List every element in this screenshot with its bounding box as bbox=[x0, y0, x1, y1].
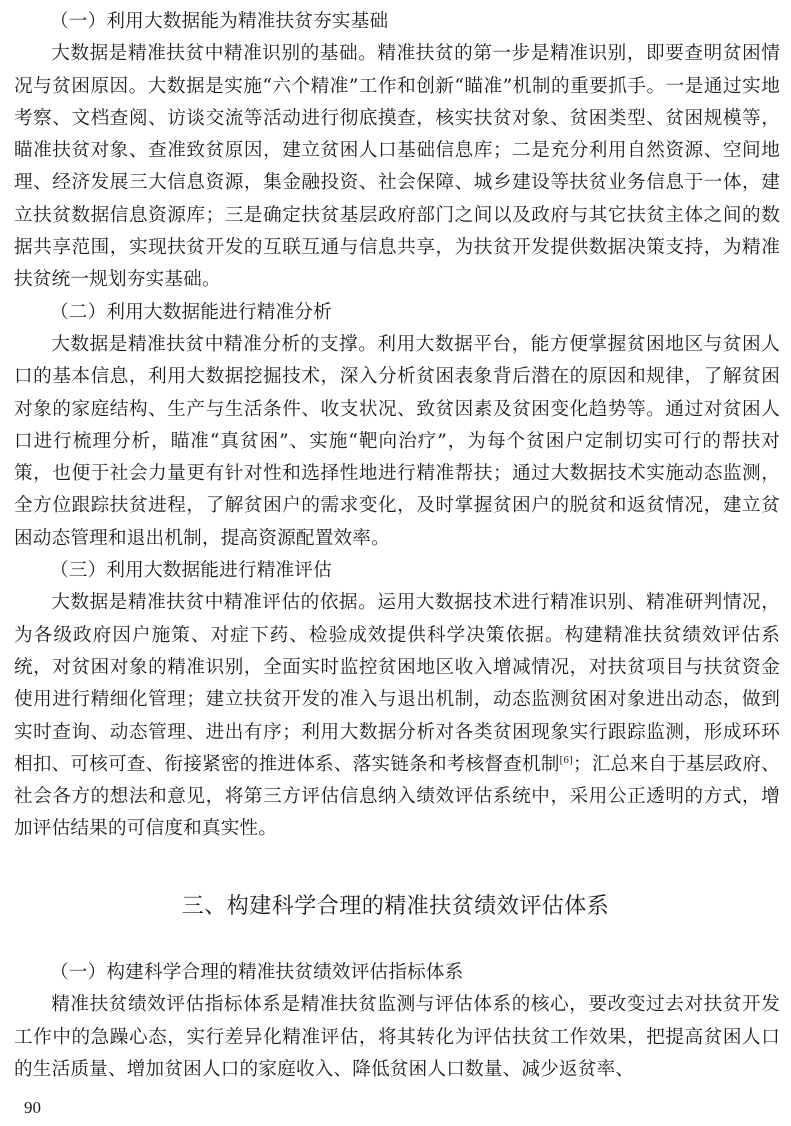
paragraph-4: 精准扶贫绩效评估指标体系是精准扶贫监测与评估体系的核心，要改变过去对扶贫开发工作中的急躁心态，实行差异化精准评估，将其转化为评估扶贫工作效果，把提高贫困人口的生活质量、增加贫困人口的家庭收入、降低贫困人口数量、减少返贫率、 bbox=[14, 994, 780, 1080]
paragraph-2: 大数据是精准扶贫中精准分析的支撑。利用大数据平台，能方便掌握贫困地区与贫困人口的基本信息，利用大数据挖掘技术，深入分析贫困表象背后潜在的原因和规律，了解贫困对象的家庭结构、生产与生活条件、收支状况、致贫因素及贫困变化趋势等。通过对贫困人口进行梳理分析，瞄准“真贫困”、实施“靶向治疗”，为每个贫困户定制切实可行的帮扶对策，也便于社会力量更有针对性和选择性地进行精准帮扶；通过大数据技术实施动态监测，全方位跟踪扶贫进程，了解贫困户的需求变化，及时掌握贫困户的脱贫和返贫情况，建立贫困动态管理和退出机制，提高资源配置效率。 bbox=[14, 333, 780, 549]
subsection-heading-4: （一）构建科学合理的精准扶贫绩效评估指标体系 bbox=[50, 962, 464, 983]
section-heading-3: 三、构建科学合理的精准扶贫绩效评估体系 bbox=[181, 894, 610, 919]
subsection-heading-1: （一）利用大数据能为精准扶贫夯实基础 bbox=[50, 11, 389, 32]
paragraph-3-text-b: ；汇总来自于基层政府、社会各方的想法和意见，将第三方评估信息纳入绩效评估系统中，采用公正透明的方式，增加评估结果的可信度和真实性。 bbox=[14, 753, 780, 840]
paragraph-3 bbox=[14, 587, 780, 845]
body-text-bottom bbox=[14, 957, 780, 1086]
paragraph-3-text-a: 大数据是精准扶贫中精准评估的依据。运用大数据技术进行精准识别、精准研判情况，为各级政府因户施策、对症下药、检验成效提供科学决策依据。构建精准扶贫绩效评估系统，对贫困对象的精准识别，全面实时监控贫困地区收入增减情况，对扶贫项目与扶贫资金使用进行精细化管理；建立扶贫开发的准入与退出机制，动态监测贫困对象进出动态，做到实时查询、动态管理、进出有序；利用大数据分析对各类贫困现象实行跟踪监测，形成环环相扣、可核可查、衔接紧密的推进体系、落实链条和考核督查机制 bbox=[14, 592, 780, 775]
reference-marker: [6] bbox=[559, 755, 574, 766]
paragraph-1: 大数据是精准扶贫中精准识别的基础。精准扶贫的第一步是精准识别，即要查明贫困情况与贫困原因。大数据是实施“六个精准”工作和创新“瞄准”机制的重要抓手。一是通过实地考察、文档查阅、访谈交流等活动进行彻底摸查，核实扶贫对象、贫困类型、贫困规模等，瞄准扶贫对象、查准致贫原因，建立贫困人口基础信息库；二是充分利用自然资源、空间地理、经济发展三大信息资源，集金融投资、社会保障、城乡建设等扶贫业务信息于一体，建立扶贫数据信息资源库；三是确定扶贫基层政府部门之间以及政府与其它扶贫主体之间的数据共享范围，实现扶贫开发的互联互通与信息共享，为扶贫开发提供数据决策支持，为精准扶贫统一规划夯实基础。 bbox=[14, 43, 780, 291]
subsection-heading-2: （二）利用大数据能进行精准分析 bbox=[50, 301, 332, 323]
page-number: 90 bbox=[24, 1098, 41, 1117]
body-text-top bbox=[14, 6, 780, 846]
subsection-heading-3: （三）利用大数据能进行精准评估 bbox=[50, 560, 332, 582]
